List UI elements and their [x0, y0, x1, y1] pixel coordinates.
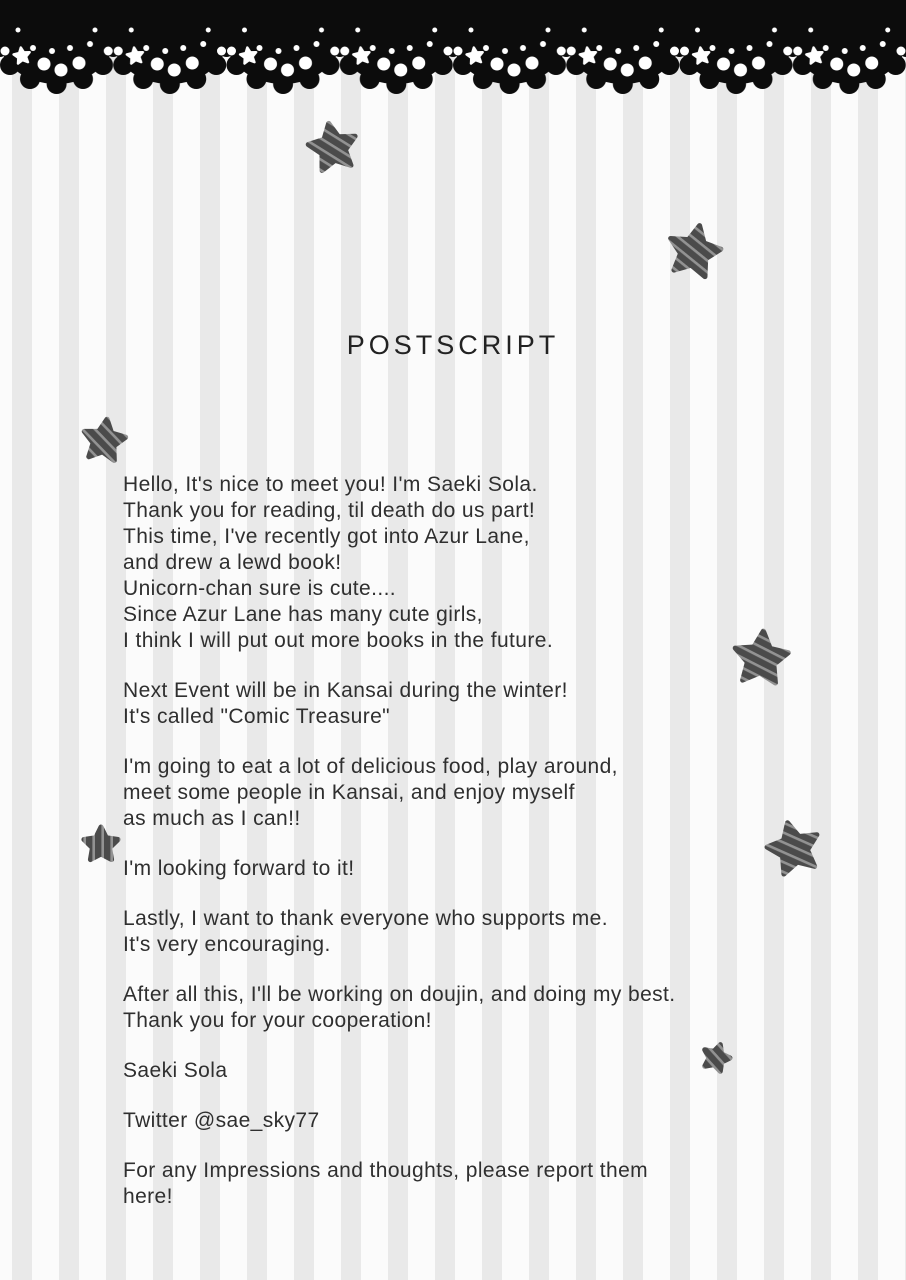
paragraph — [123, 1058, 843, 1084]
paragraph — [123, 1158, 843, 1210]
text-line: Next Event will be in Kansai during the winter! — [123, 679, 568, 702]
text-line: I think I will put out more books in the future. — [123, 629, 554, 652]
text-line: I'm going to eat a lot of delicious food, play around, — [123, 755, 618, 778]
paragraph — [123, 472, 843, 654]
page-title: POSTSCRIPT — [346, 330, 560, 360]
text-line: Saeki Sola — [123, 1059, 228, 1082]
lace-border — [0, 0, 906, 96]
postscript-text — [123, 472, 843, 1234]
text-line: Since Azur Lane has many cute girls, — [123, 603, 483, 626]
striped-star-icon — [661, 219, 727, 285]
text-line: After all this, I'll be working on doujin, and doing my best. — [123, 983, 676, 1006]
text-line: Thank you for reading, til death do us part! — [123, 499, 536, 522]
paragraph — [123, 856, 843, 882]
paragraph — [123, 982, 843, 1034]
text-line: Twitter @sae_sky77 — [123, 1109, 320, 1132]
striped-star-icon — [76, 413, 132, 469]
text-line: meet some people in Kansai, and enjoy myself — [123, 781, 575, 804]
paragraph — [123, 1108, 843, 1134]
text-line: and drew a lewd book! — [123, 551, 342, 574]
text-line: It's very encouraging. — [123, 933, 331, 956]
text-line: This time, I've recently got into Azur Lane, — [123, 525, 530, 548]
text-line: For any Impressions and thoughts, please report them — [123, 1159, 649, 1182]
text-line: I'm looking forward to it! — [123, 857, 355, 880]
paragraph — [123, 754, 843, 832]
text-line: as much as I can!! — [123, 807, 301, 830]
text-line: Lastly, I want to thank everyone who supports me. — [123, 907, 608, 930]
text-line: Unicorn-chan sure is cute.... — [123, 577, 397, 600]
text-line: here! — [123, 1185, 173, 1208]
paragraph — [123, 678, 843, 730]
paragraph — [123, 906, 843, 958]
striped-star-icon — [302, 117, 364, 179]
text-line: It's called "Comic Treasure" — [123, 705, 391, 728]
text-line: Hello, It's nice to meet you! I'm Saeki Sola. — [123, 473, 538, 496]
striped-star-icon — [77, 821, 125, 869]
text-line: Thank you for your cooperation! — [123, 1009, 432, 1032]
